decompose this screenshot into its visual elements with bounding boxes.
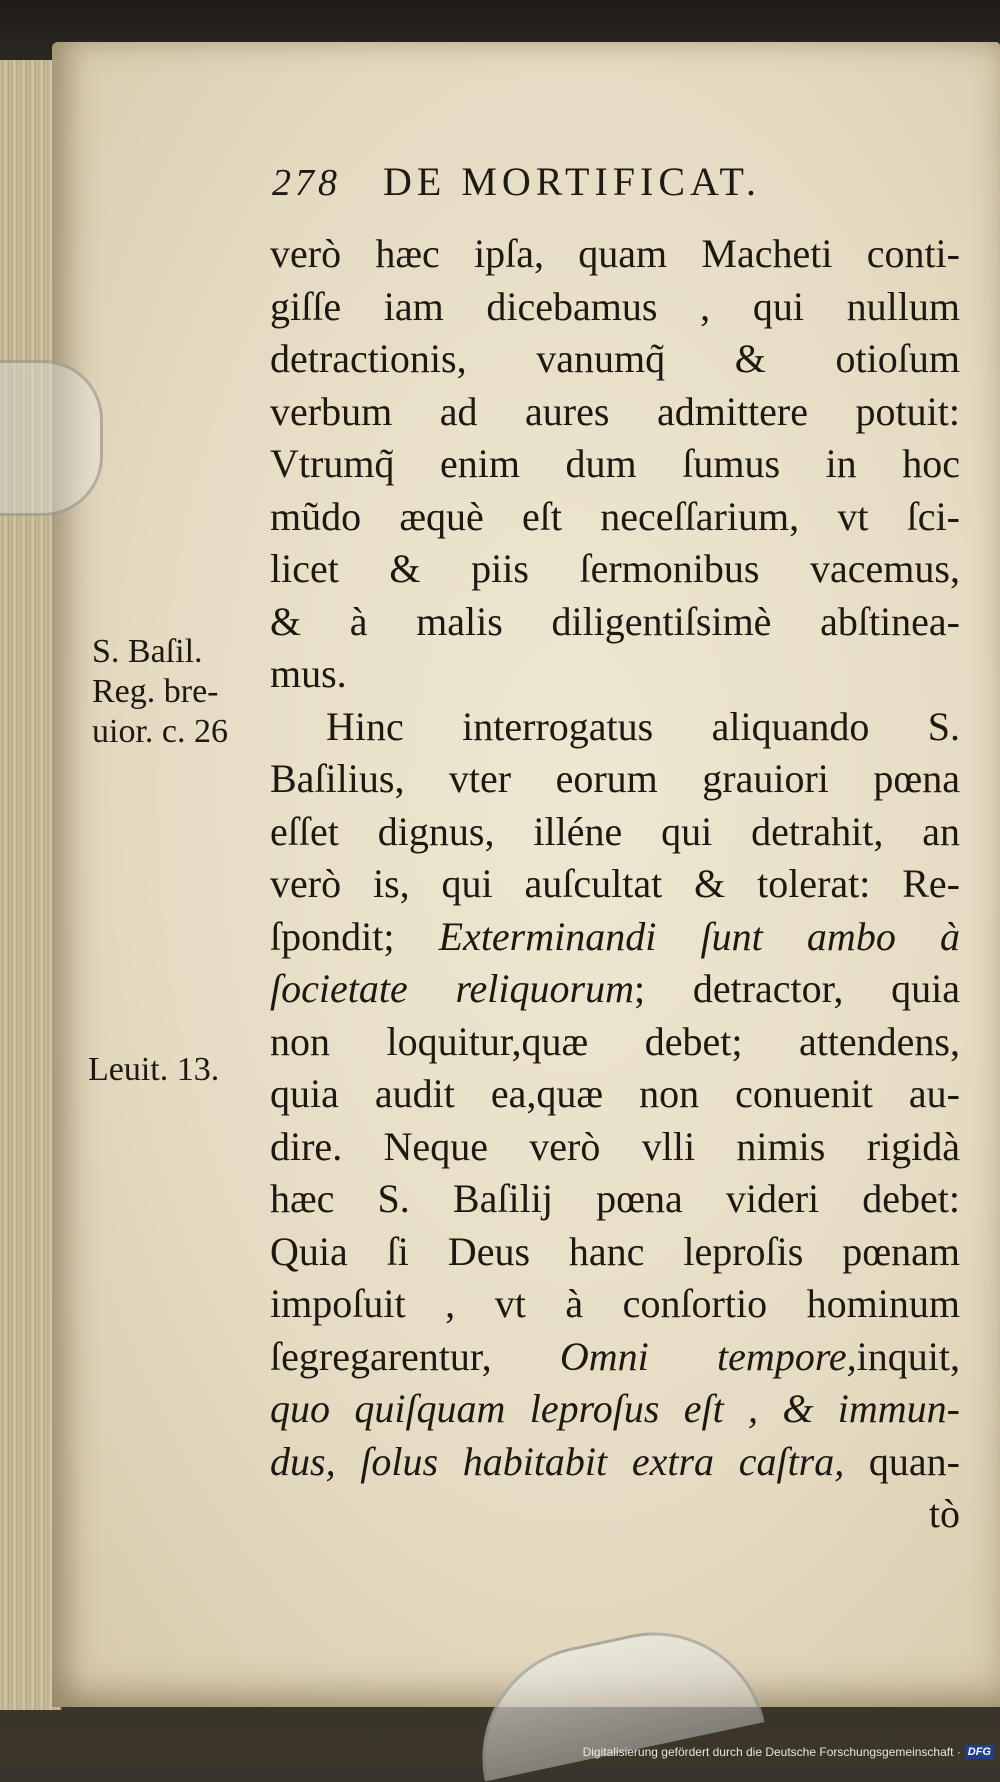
credit-text: Digitalisierung gefördert durch die Deutsche Forschungsgemeinschaft · [582, 1745, 961, 1759]
text-line [270, 543, 960, 596]
italic-segment: ſocietate reliquorum [270, 966, 634, 1011]
text-segment: hæc S. Baſilij pœna videri debet: [270, 1176, 960, 1221]
text-segment: verò hæc ipſa, quam Macheti conti- [270, 231, 960, 276]
text-line [270, 228, 960, 281]
page-header [272, 158, 912, 228]
text-line [270, 1331, 960, 1384]
text-line [270, 753, 960, 806]
text-line [270, 1278, 960, 1331]
text-segment: Baſilius, vter eorum grauiori pœna [270, 756, 960, 801]
margin-note-line: S. Baſil. [92, 633, 203, 670]
text-line [270, 491, 960, 544]
italic-segment: dus, ſolus habitabit extra caſtra, [270, 1438, 845, 1484]
text-segment: impoſuit , vt à conſortio hominum [270, 1281, 960, 1326]
margin-note-basil [92, 632, 228, 752]
text-line [270, 333, 960, 386]
margin-note-line: Leuit. 13. [88, 1051, 220, 1088]
italic-segment: Exterminandi ſunt ambo à [438, 913, 960, 959]
text-segment: Vtrumq̃ enim dum ſumus in hoc [270, 441, 960, 486]
text-segment: giſſe iam dicebamus , qui nullum [270, 283, 960, 329]
text-line [270, 1488, 960, 1541]
text-line [270, 1383, 960, 1436]
text-segment: non loquitur,quæ debet; attendens, [270, 1018, 960, 1064]
text-segment: tò [928, 1491, 960, 1536]
italic-segment: quo quiſquam leproſus eſt , & immun- [270, 1386, 960, 1431]
text-segment: Quia ſi Deus hanc leproſis pœnam [270, 1228, 960, 1274]
text-segment: verò is, qui auſcultat & tolerat: Re- [270, 861, 960, 906]
text-segment: ſegregarentur, [270, 1333, 560, 1379]
text-line [270, 1173, 960, 1226]
text-line [270, 1068, 960, 1121]
text-segment: dire. Neque verò vlli nimis rigidà [270, 1123, 960, 1169]
text-segment: Hinc interrogatus aliquando S. [326, 703, 960, 749]
text-segment: ; detractor, quia [633, 966, 960, 1011]
text-line [270, 1121, 960, 1174]
text-line [270, 1016, 960, 1069]
italic-segment: Omni tempore, [559, 1333, 857, 1379]
text-segment: ſpondit; [270, 913, 439, 959]
text-line [270, 806, 960, 859]
dfg-logo: DFG [965, 1745, 994, 1759]
text-line [270, 386, 960, 439]
text-segment: & à malis diligentiſsimè abſtinea- [270, 598, 960, 644]
digitization-credit [583, 1744, 994, 1760]
text-line [270, 701, 960, 754]
text-line [270, 1226, 960, 1279]
text-segment: mũdo æquè eſt neceſſarium, vt ſci- [270, 493, 960, 539]
text-segment: detractionis, vanumq̃ & otioſum [270, 336, 960, 381]
page-number: 278 [272, 162, 341, 204]
text-line [270, 963, 960, 1016]
text-line [270, 438, 960, 491]
text-segment: licet & piis ſermonibus vacemus, [270, 546, 960, 591]
text-segment: verbum ad aures admittere potuit: [270, 388, 960, 434]
margin-note-leuit [88, 1050, 219, 1090]
text-line [270, 281, 960, 334]
page-clip-left [0, 360, 103, 516]
text-segment: quia audit ea,quæ non conuenit au- [270, 1071, 960, 1116]
text-line [270, 911, 960, 964]
running-title: DE MORTIFICAT. [383, 159, 761, 204]
body-text [270, 228, 960, 1541]
text-segment: eſſet dignus, illéne qui detrahit, an [270, 808, 960, 854]
text-segment: quan- [844, 1438, 960, 1484]
margin-note-line: Reg. bre- [92, 673, 219, 710]
text-line [270, 596, 960, 649]
text-line [270, 858, 960, 911]
margin-note-line: uior. c. 26 [92, 713, 228, 750]
text-segment: inquit, [856, 1333, 960, 1379]
text-line [270, 1436, 960, 1489]
text-line [270, 648, 960, 701]
text-segment: mus. [270, 651, 347, 696]
